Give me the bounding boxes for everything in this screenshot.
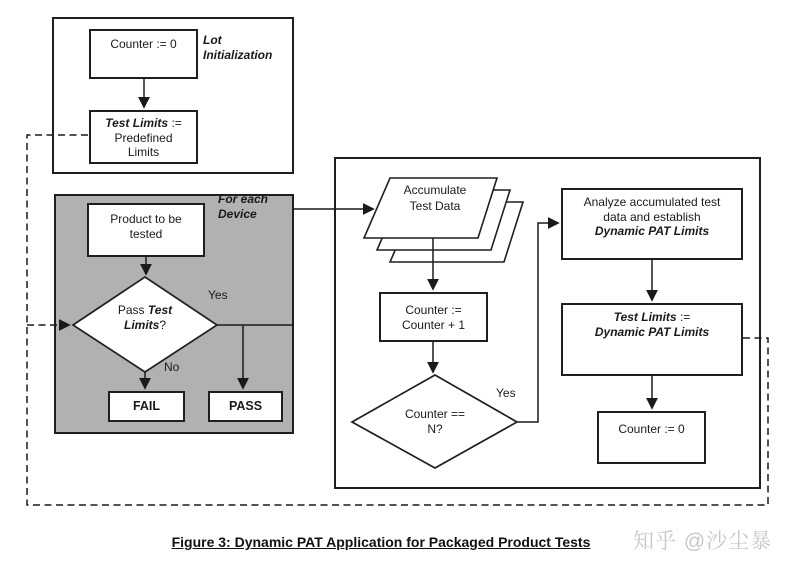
- test-limits-predefined-box: [89, 110, 198, 164]
- analyze-box: Analyze accumulated test data and establish Dynamic PAT Limits: [561, 188, 743, 260]
- counter-reset-box: Counter := 0: [597, 411, 706, 464]
- test-limits-dynamic-box: Test Limits := Dynamic PAT Limits: [561, 303, 743, 376]
- decision-counter-n-label: Counter == N?: [404, 407, 466, 436]
- product-to-be-tested-box: Product to be tested: [87, 203, 205, 257]
- watermark: 知乎 @沙尘暴: [633, 530, 773, 553]
- yes-label-device: Yes: [208, 288, 228, 302]
- counter-init-text: Counter := 0: [110, 37, 177, 51]
- accumulate-test-data-label: Accumulate Test Data: [403, 183, 467, 213]
- counter-init-box: [89, 29, 198, 79]
- decision-pass-test-limits-label: Pass Test Limits?: [117, 303, 173, 332]
- for-each-device-label: For each Device: [218, 192, 269, 221]
- yes-label-counter: Yes: [496, 386, 516, 400]
- test-limits-line2: Predefined: [114, 130, 173, 145]
- counter-increment-box: Counter := Counter + 1: [379, 292, 488, 342]
- test-limits-line1: Test Limits :=: [105, 116, 182, 130]
- no-label-device: No: [164, 360, 180, 374]
- fail-box: FAIL: [108, 391, 185, 422]
- lot-initialization-label: Lot Initialization: [203, 33, 273, 62]
- test-limits-line3: Limits: [127, 145, 160, 159]
- pass-box: PASS: [208, 391, 283, 422]
- figure-caption: Figure 3: Dynamic PAT Application for Packaged Product Tests: [171, 534, 591, 550]
